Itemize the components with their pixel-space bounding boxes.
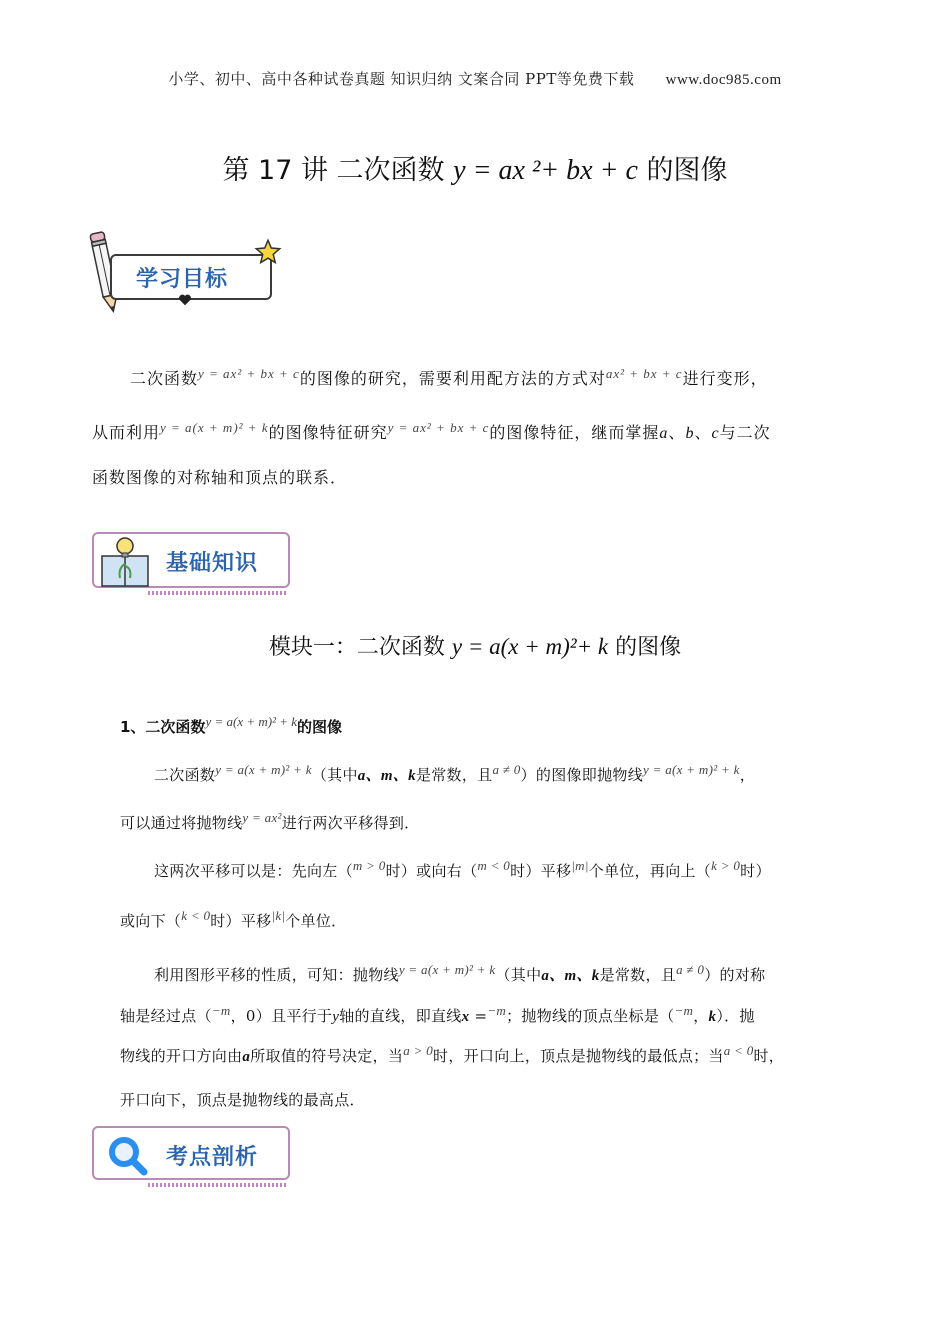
page-header: [0, 68, 950, 89]
analysis-badge: [92, 1122, 292, 1190]
basics-badge-underline: [148, 591, 288, 595]
section-line-3: 这两次平移可以是：先向左（m > 0时）或向右（m < 0时）平移|m|个单位，再向上（k > 0时）: [154, 858, 771, 880]
header-site-link[interactable]: www.doc985.com: [665, 72, 782, 88]
formula: y = ax²: [242, 810, 282, 825]
star-icon: [254, 238, 282, 266]
goals-line-3: 函数图像的对称轴和顶点的联系．: [92, 468, 348, 487]
section-line-2: 可以通过将抛物线y = ax²进行两次平移得到．: [120, 810, 420, 832]
module-title: 模块一：二次函数 y = a(x + m)²+ k 的图像: [268, 634, 682, 660]
goals-badge-label: 学习目标: [136, 267, 229, 292]
formula: y = ax² + bx + c: [198, 366, 300, 381]
title-suffix: 的图像: [637, 155, 728, 186]
analysis-badge-label: 考点剖析: [166, 1145, 259, 1170]
basics-badge: [92, 530, 292, 598]
goals-line-2: 从而利用$^{y = a(x + m)^2 + k}$的图像特征研究$^{y = ax^2 + bx + c}$的图像特征，继而掌握a、b、c与二次: [92, 420, 771, 442]
section-line-5: 利用图形平移的性质，可知：抛物线y = a(x + m)² + k（其中a、m、k是常数，且a ≠ 0）的对称: [154, 962, 766, 984]
title-prefix: 第 17 讲 二次函数: [222, 155, 454, 186]
formula: y = a(x + m)² + k: [205, 714, 298, 729]
goals-badge: [88, 226, 288, 318]
magnifier-icon: [106, 1134, 150, 1178]
heart-icon: [178, 293, 192, 307]
goals-line-1: 二次函数$^{y = ax^2 + bx + c}$的图像的研究，需要利用配方法的方式对$^{ax^2 + bx + c}$进行变形，: [130, 366, 768, 388]
formula: y = a(x + m)² + k: [160, 420, 269, 435]
basics-badge-label: 基础知识: [166, 551, 259, 576]
module-formula: y = a(x + m)²+ k: [451, 634, 609, 659]
section-heading: 1、二次函数y = a(x + m)² + k的图像: [120, 714, 343, 736]
book-lightbulb-icon: [98, 534, 152, 590]
section-line-8: 开口向下，顶点是抛物线的最高点．: [120, 1091, 365, 1109]
page-title: [0, 148, 950, 187]
formula: y = ax² + bx + c: [387, 420, 490, 435]
formula: ax² + bx + c: [605, 366, 683, 381]
analysis-badge-underline: [148, 1183, 288, 1187]
formula: y = a(x + m)² + k: [643, 762, 740, 777]
header-text: 小学、初中、高中各种试卷真题 知识归纳 文案合同 PPT等免费下载: [168, 70, 635, 88]
formula: y = a(x + m)² + k: [215, 762, 312, 777]
section-line-6: 轴是经过点（−m，0）且平行于y轴的直线，即直线x =−m；抛物线的顶点坐标是（−m，k）．抛: [120, 1003, 755, 1025]
title-formula: y = ax ²+ bx + c: [453, 155, 638, 186]
formula: a ≠ 0: [492, 762, 521, 777]
section-line-4: 或向下（k < 0时）平移|k|个单位．: [120, 908, 347, 930]
section-line-7: 物线的开口方向由a所取值的符号决定，当a > 0时，开口向上，顶点是抛物线的最低点；当a < 0时，: [120, 1043, 785, 1065]
section-line-1: 二次函数y = a(x + m)² + k（其中a、m、k是常数，且a ≠ 0）的图像即抛物线y = a(x + m)² + k，: [154, 762, 755, 784]
